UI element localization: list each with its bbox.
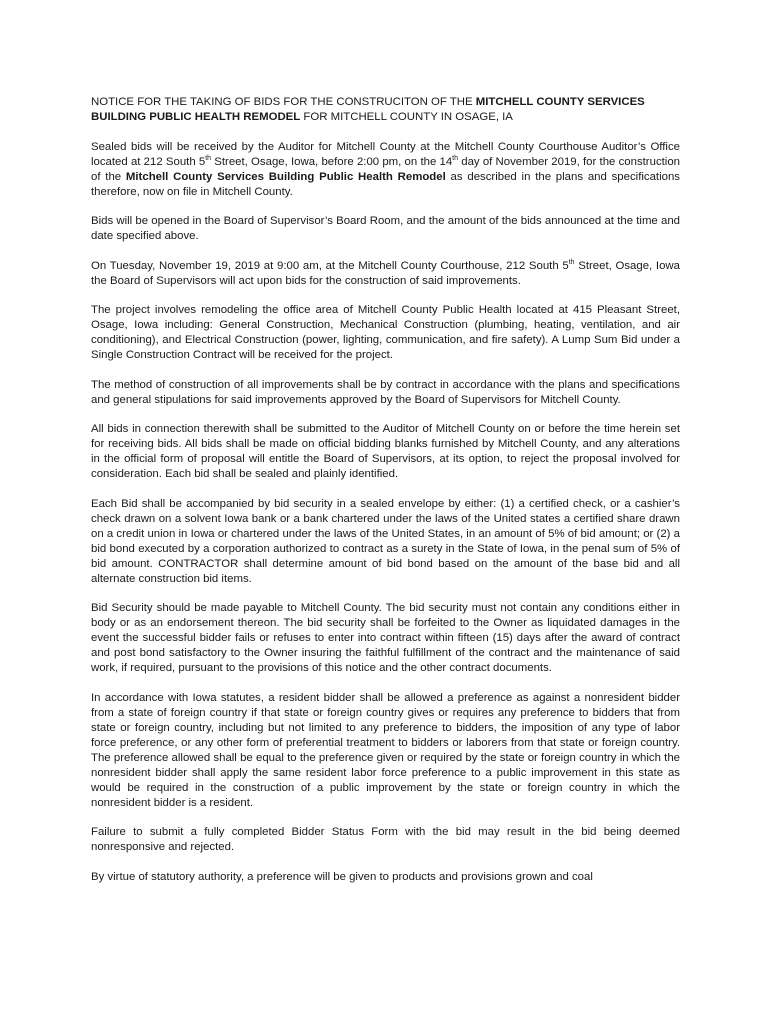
p3-text-a: On Tuesday, November 19, 2019 at 9:00 am, at the Mitchell County Courthouse, 212 South 5 <box>91 259 569 272</box>
p1-superscript-2: th <box>452 154 459 162</box>
notice-body <box>91 95 680 899</box>
title-project-name: MITCHELL COUNTY SERVICES BUILDING PUBLIC HEALTH REMODEL <box>91 96 645 123</box>
p3-superscript: th <box>568 258 575 266</box>
paragraph-bid-submission: All bids in connection therewith shall be submitted to the Auditor of Mitchell County on or before the time herein set for receiving bids. All bids shall be made on official bidding blanks furnished by Mitchell County, and any alterations in the official form of proposal will entitle the Board of Supervisors, at its option, to reject the proposal involved for consideration. Each bid shall be sealed and plainly identified. <box>91 423 680 480</box>
p1-text-a: Sealed bids will be received by the Auditor for Mitchell County at the Mitchell County Courthouse Auditor’s Office located at 212 South 5 <box>91 140 680 168</box>
paragraph-board-action <box>91 259 680 289</box>
p1-superscript-1: th <box>205 154 212 162</box>
paragraph-bidder-status-form: Failure to submit a fully completed Bidder Status Form with the bid may result in the bid being deemed nonresponsive and rejected. <box>91 826 680 853</box>
paragraph-project-scope: The project involves remodeling the office area of Mitchell County Public Health located at 415 Pleasant Street, Osage, Iowa including: General Construction, Mechanical Construction (plumbing, heating, ventilation, and air conditioning), and Electrical Construction (power, lighting, communication, and fire safety). A Lump Sum Bid under a Single Construction Contract will be received for the project. <box>91 304 680 361</box>
title-text-start: NOTICE FOR THE TAKING OF BIDS FOR THE CONSTRUCITON OF THE <box>91 96 476 108</box>
p1-text-c: day of November 2019, for the construction of the <box>91 155 680 183</box>
p1-text-b: Street, Osage, Iowa, before 2:00 pm, on the 14 <box>211 155 453 168</box>
paragraph-statutory-preference: By virtue of statutory authority, a preference will be given to products and provisions grown and coal <box>91 870 593 883</box>
p1-text-d: as described in the plans and specifications therefore, now on file in Mitchell County. <box>91 170 680 198</box>
title-text-end: FOR MITCHELL COUNTY IN OSAGE, IA <box>300 111 513 123</box>
p3-text-b: Street, Osage, Iowa the Board of Supervisors will act upon bids for the construction of said improvements. <box>91 259 680 287</box>
paragraph-security-payable: Bid Security should be made payable to Mitchell County. The bid security must not contain any conditions either in body or as an endorsement thereon. The bid security shall be forfeited to the Owner as liquidated damages in the event the successful bidder fails or refuses to enter into contract within fifteen (15) days after the award of contract and post bond satisfactory to the Owner insuring the faithful fulfillment of the contract and the maintenance of said work, if required, pursuant to the provisions of this notice and the other contract documents. <box>91 602 680 674</box>
paragraph-sealed-bids <box>91 140 680 200</box>
paragraph-bid-opening: Bids will be opened in the Board of Supervisor’s Board Room, and the amount of the bids announced at the time and date specified above. <box>91 215 680 242</box>
paragraph-resident-preference: In accordance with Iowa statutes, a resident bidder shall be allowed a preference as against a nonresident bidder from a state of foreign country if that state or foreign country gives or requires any preference to bidders that from state or foreign country, including but not limited to any preference to bidders, the imposition of any type of labor force preference, or any other form of preferential treatment to bidders or laborers from that state or foreign country. The preference allowed shall be equal to the preference given or required by the state or foreign country in which the nonresident bidder shall apply the same resident labor force preference to a public improvement in this state as would be required in the construction of a public improvement by the state or foreign country in which the nonresident bidder is a resident. <box>91 691 680 809</box>
p1-project-name: Mitchell County Services Building Public Health Remodel <box>125 170 446 183</box>
notice-title <box>91 95 680 125</box>
paragraph-construction-method: The method of construction of all improvements shall be by contract in accordance with the plans and specifications and general stipulations for said improvements approved by the Board of Supervisors for Mitchell County. <box>91 378 680 406</box>
paragraph-bid-security: Each Bid shall be accompanied by bid security in a sealed envelope by either: (1) a certified check, or a cashier’s check drawn on a solvent Iowa bank or a bank chartered under the laws of the United states a certified share drawn on a credit union in Iowa or chartered under the laws of the United States, in an amount of 5% of bid amount; or (2) a bid bond executed by a corporation authorized to contract as a surety in the State of Iowa, in the penal sum of 5% of bid amount. CONTRACTOR shall determine amount of bid bond based on the amount of the base bid and all alternate construction bid items. <box>91 497 680 585</box>
